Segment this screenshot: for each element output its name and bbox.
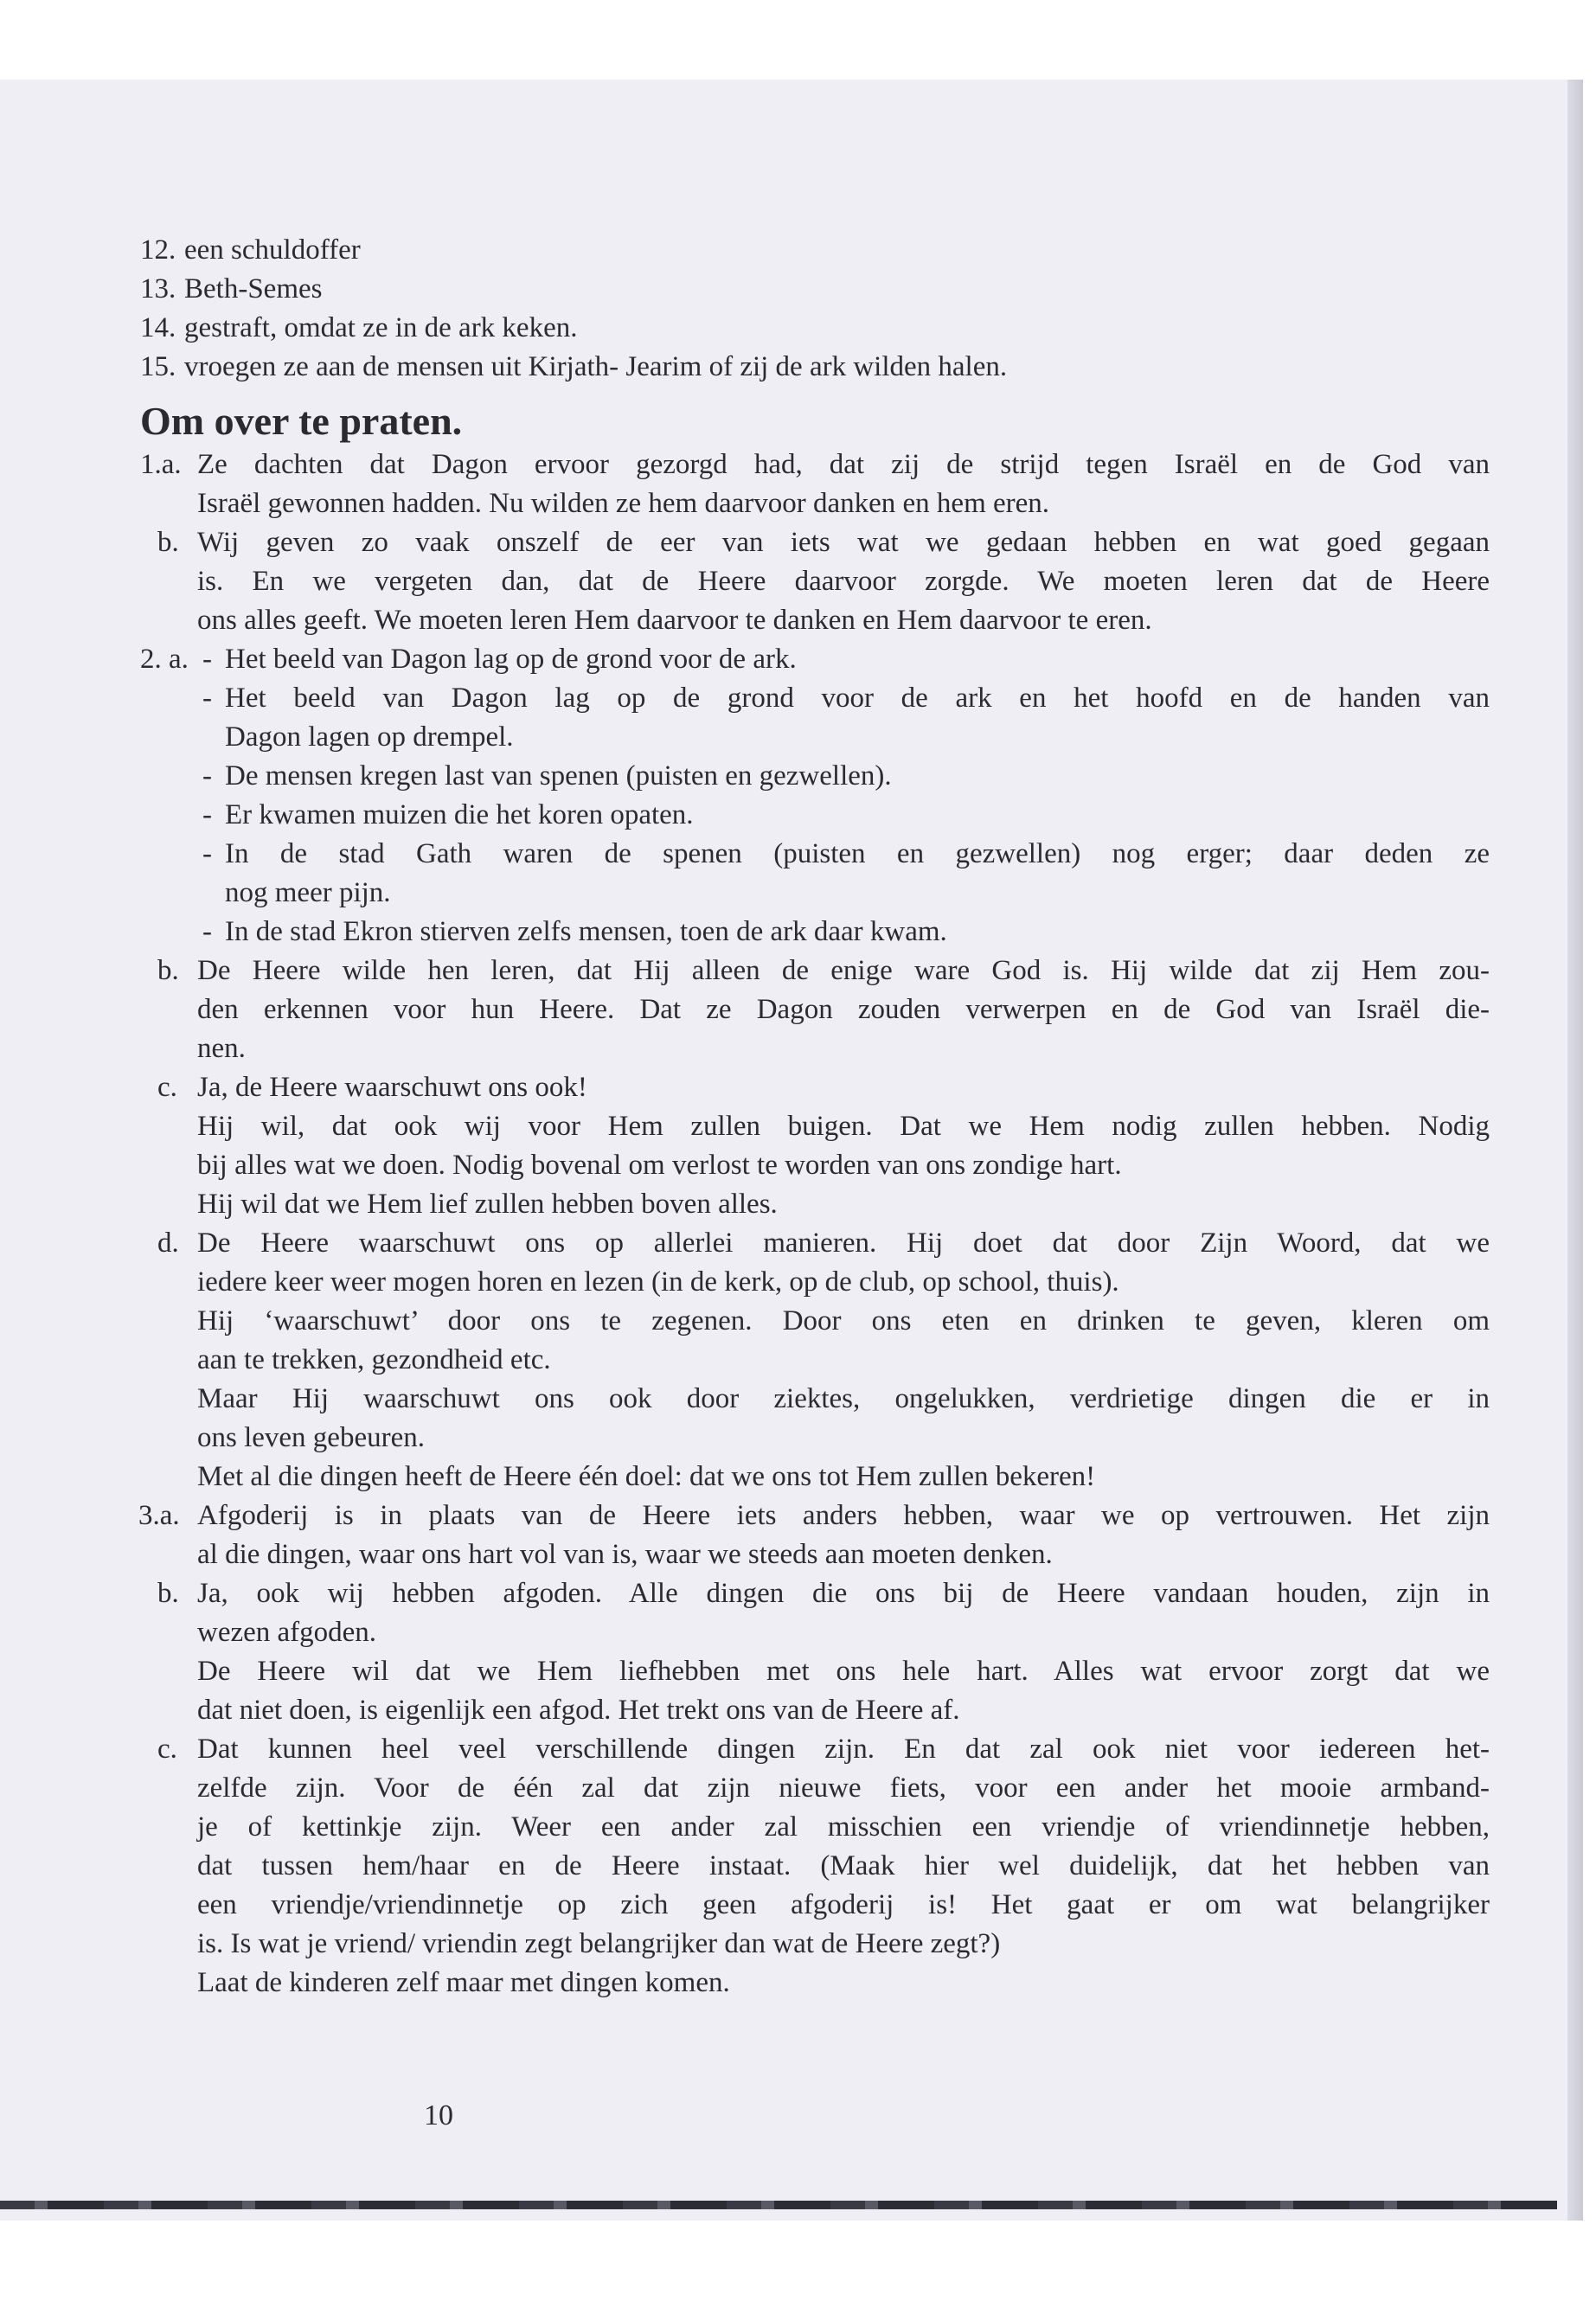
list-number: 15. (140, 351, 176, 382)
text-line: De Heere wil dat we Hem liefhebben met ons hele hart. Alles wat ervoor zorgt dat we (197, 1656, 1490, 1687)
bullet-dash: - (202, 799, 212, 830)
bullet-dash: - (202, 644, 212, 675)
text-line: is. En we vergeten dan, dat de Heere daarvoor zorgde. We moeten leren dat de Heere (197, 566, 1490, 597)
item-marker: 1.a. (140, 449, 182, 480)
question-2a (140, 640, 1490, 952)
bullet-item (202, 835, 1490, 913)
text-line: In de stad Gath waren de spenen (puisten en gezwellen) nog erger; daar deden ze (225, 838, 1490, 869)
text-line: Israël gewonnen hadden. Nu wilden ze hem daarvoor danken en hem eren. (197, 488, 1050, 519)
text-line: al die dingen, waar ons hart vol van is, waar we steeds aan moeten denken. (197, 1539, 1053, 1570)
text-line: nog meer pijn. (225, 877, 391, 908)
text-line: Ze dachten dat Dagon ervoor gezorgd had, dat zij de strijd tegen Israël en de God van (197, 449, 1490, 480)
question-3b (140, 1574, 1490, 1730)
text-line: Dat kunnen heel veel verschillende dingen zijn. En dat zal ook niet voor iedereen het- (197, 1734, 1490, 1765)
text-line: nen. (197, 1033, 246, 1064)
item-marker: 2. a. (140, 644, 189, 675)
text-line: Het beeld van Dagon lag op de grond voor de ark en het hoofd en de handen van (225, 683, 1490, 714)
item-marker: 3.a. (138, 1500, 180, 1531)
text-line: wezen afgoden. (197, 1617, 377, 1648)
text-line: een vriendje/vriendinnetje op zich geen afgoderij is! Het gaat er om wat belangrijker (197, 1889, 1490, 1920)
text-line: Ja, de Heere waarschuwt ons ook! (197, 1072, 587, 1103)
list-item (140, 270, 1490, 309)
list-number: 13. (140, 273, 176, 304)
text-line: Wij geven zo vaak onszelf de eer van iets wat we gedaan hebben en wat goed gegaan (197, 527, 1490, 558)
text-line: is. Is wat je vriend/ vriendin zegt belangrijker dan wat de Heere zegt?) (197, 1928, 1001, 1959)
text-line: Dagon lagen op drempel. (225, 721, 514, 753)
text-line: De mensen kregen last van spenen (puisten en gezwellen). (225, 760, 892, 792)
text-line: In de stad Ekron stierven zelfs mensen, toen de ark daar kwam. (225, 916, 947, 947)
text-line: ons leven gebeuren. (197, 1422, 425, 1453)
text-line: iedere keer weer mogen horen en lezen (in de kerk, op de club, op school, thuis). (197, 1266, 1119, 1298)
question-1b (140, 523, 1490, 640)
answer-list (140, 231, 1490, 387)
text-line: aan te trekken, gezondheid etc. (197, 1344, 551, 1375)
text-line: De Heere wilde hen leren, dat Hij alleen de enige ware God is. Hij wilde dat zij Hem zou- (197, 955, 1490, 986)
bullet-item (202, 640, 1490, 679)
list-text: Beth-Semes (184, 273, 323, 304)
list-text: gestraft, omdat ze in de ark keken. (184, 312, 578, 343)
item-marker: b. (157, 527, 179, 558)
page-content (140, 231, 1490, 2003)
list-item (140, 309, 1490, 348)
bullet-item (202, 796, 1490, 835)
page-edge-shadow (1567, 80, 1583, 2221)
bullet-dash: - (202, 760, 212, 792)
text-line: dat niet doen, is eigenlijk een afgod. Het trekt ons van de Heere af. (197, 1695, 960, 1726)
bullet-dash: - (202, 838, 212, 869)
question-3a (140, 1497, 1490, 1574)
text-line: Laat de kinderen zelf maar met dingen komen. (197, 1967, 730, 1998)
text-line: Hij ‘waarschuwt’ door ons te zegenen. Door ons eten en drinken te geven, kleren om (197, 1305, 1490, 1336)
list-text: vroegen ze aan de mensen uit Kirjath- Jearim of zij de ark wilden halen. (184, 351, 1008, 382)
section-heading: Om over te praten. (140, 399, 463, 443)
text-line: Maar Hij waarschuwt ons ook door ziektes, ongelukken, verdrietige dingen die er in (197, 1383, 1490, 1414)
text-line: je of kettinkje zijn. Weer een ander zal misschien een vriendje of vriendinnetje hebben, (197, 1811, 1490, 1843)
question-3c (140, 1730, 1490, 2003)
document-page (0, 80, 1583, 2221)
bullet-item (202, 679, 1490, 757)
text-line: ons alles geeft. We moeten leren Hem daarvoor te danken en Hem daarvoor te eren. (197, 605, 1152, 636)
question-2c (140, 1068, 1490, 1224)
text-line: Hij wil dat we Hem lief zullen hebben boven alles. (197, 1189, 778, 1220)
text-line: bij alles wat we doen. Nodig bovenal om verlost te worden van ons zondige hart. (197, 1150, 1122, 1181)
text-line: Afgoderij is in plaats van de Heere iets anders hebben, waar we op vertrouwen. Het zijn (197, 1500, 1490, 1531)
item-marker: c. (157, 1734, 177, 1765)
list-number: 12. (140, 234, 176, 266)
text-line: De Heere waarschuwt ons op allerlei manieren. Hij doet dat door Zijn Woord, dat we (197, 1227, 1490, 1259)
list-text: een schuldoffer (184, 234, 361, 266)
text-line: Ja, ook wij hebben afgoden. Alle dingen die ons bij de Heere vandaan houden, zijn in (197, 1578, 1490, 1609)
item-marker: b. (157, 955, 179, 986)
text-line: Hij wil, dat ook wij voor Hem zullen buigen. Dat we Hem nodig zullen hebben. Nodig (197, 1111, 1490, 1142)
text-line: zelfde zijn. Voor de één zal dat zijn nieuwe fiets, voor een ander het mooie armband- (197, 1772, 1490, 1804)
page-number: 10 (424, 2099, 453, 2131)
list-item (140, 231, 1490, 270)
bullet-dash: - (202, 916, 212, 947)
text-line: dat tussen hem/haar en de Heere instaat. (Maak hier wel duidelijk, dat het hebben van (197, 1850, 1490, 1881)
question-1a (140, 445, 1490, 523)
item-marker: b. (157, 1578, 179, 1609)
list-number: 14. (140, 312, 176, 343)
text-line: Er kwamen muizen die het koren opaten. (225, 799, 694, 830)
item-marker: d. (157, 1227, 179, 1259)
question-2d (140, 1224, 1490, 1497)
item-marker: c. (157, 1072, 177, 1103)
bullet-dash: - (202, 683, 212, 714)
text-line: Met al die dingen heeft de Heere één doel: dat we ons tot Hem zullen bekeren! (197, 1461, 1096, 1492)
question-2b (140, 952, 1490, 1068)
bullet-item (202, 913, 1490, 952)
text-line: Het beeld van Dagon lag op de grond voor de ark. (225, 644, 797, 675)
text-line: den erkennen voor hun Heere. Dat ze Dagon zouden verwerpen en de God van Israël die- (197, 994, 1490, 1025)
scan-bottom-edge (0, 2201, 1557, 2209)
list-item (140, 348, 1490, 387)
bullet-item (202, 757, 1490, 796)
